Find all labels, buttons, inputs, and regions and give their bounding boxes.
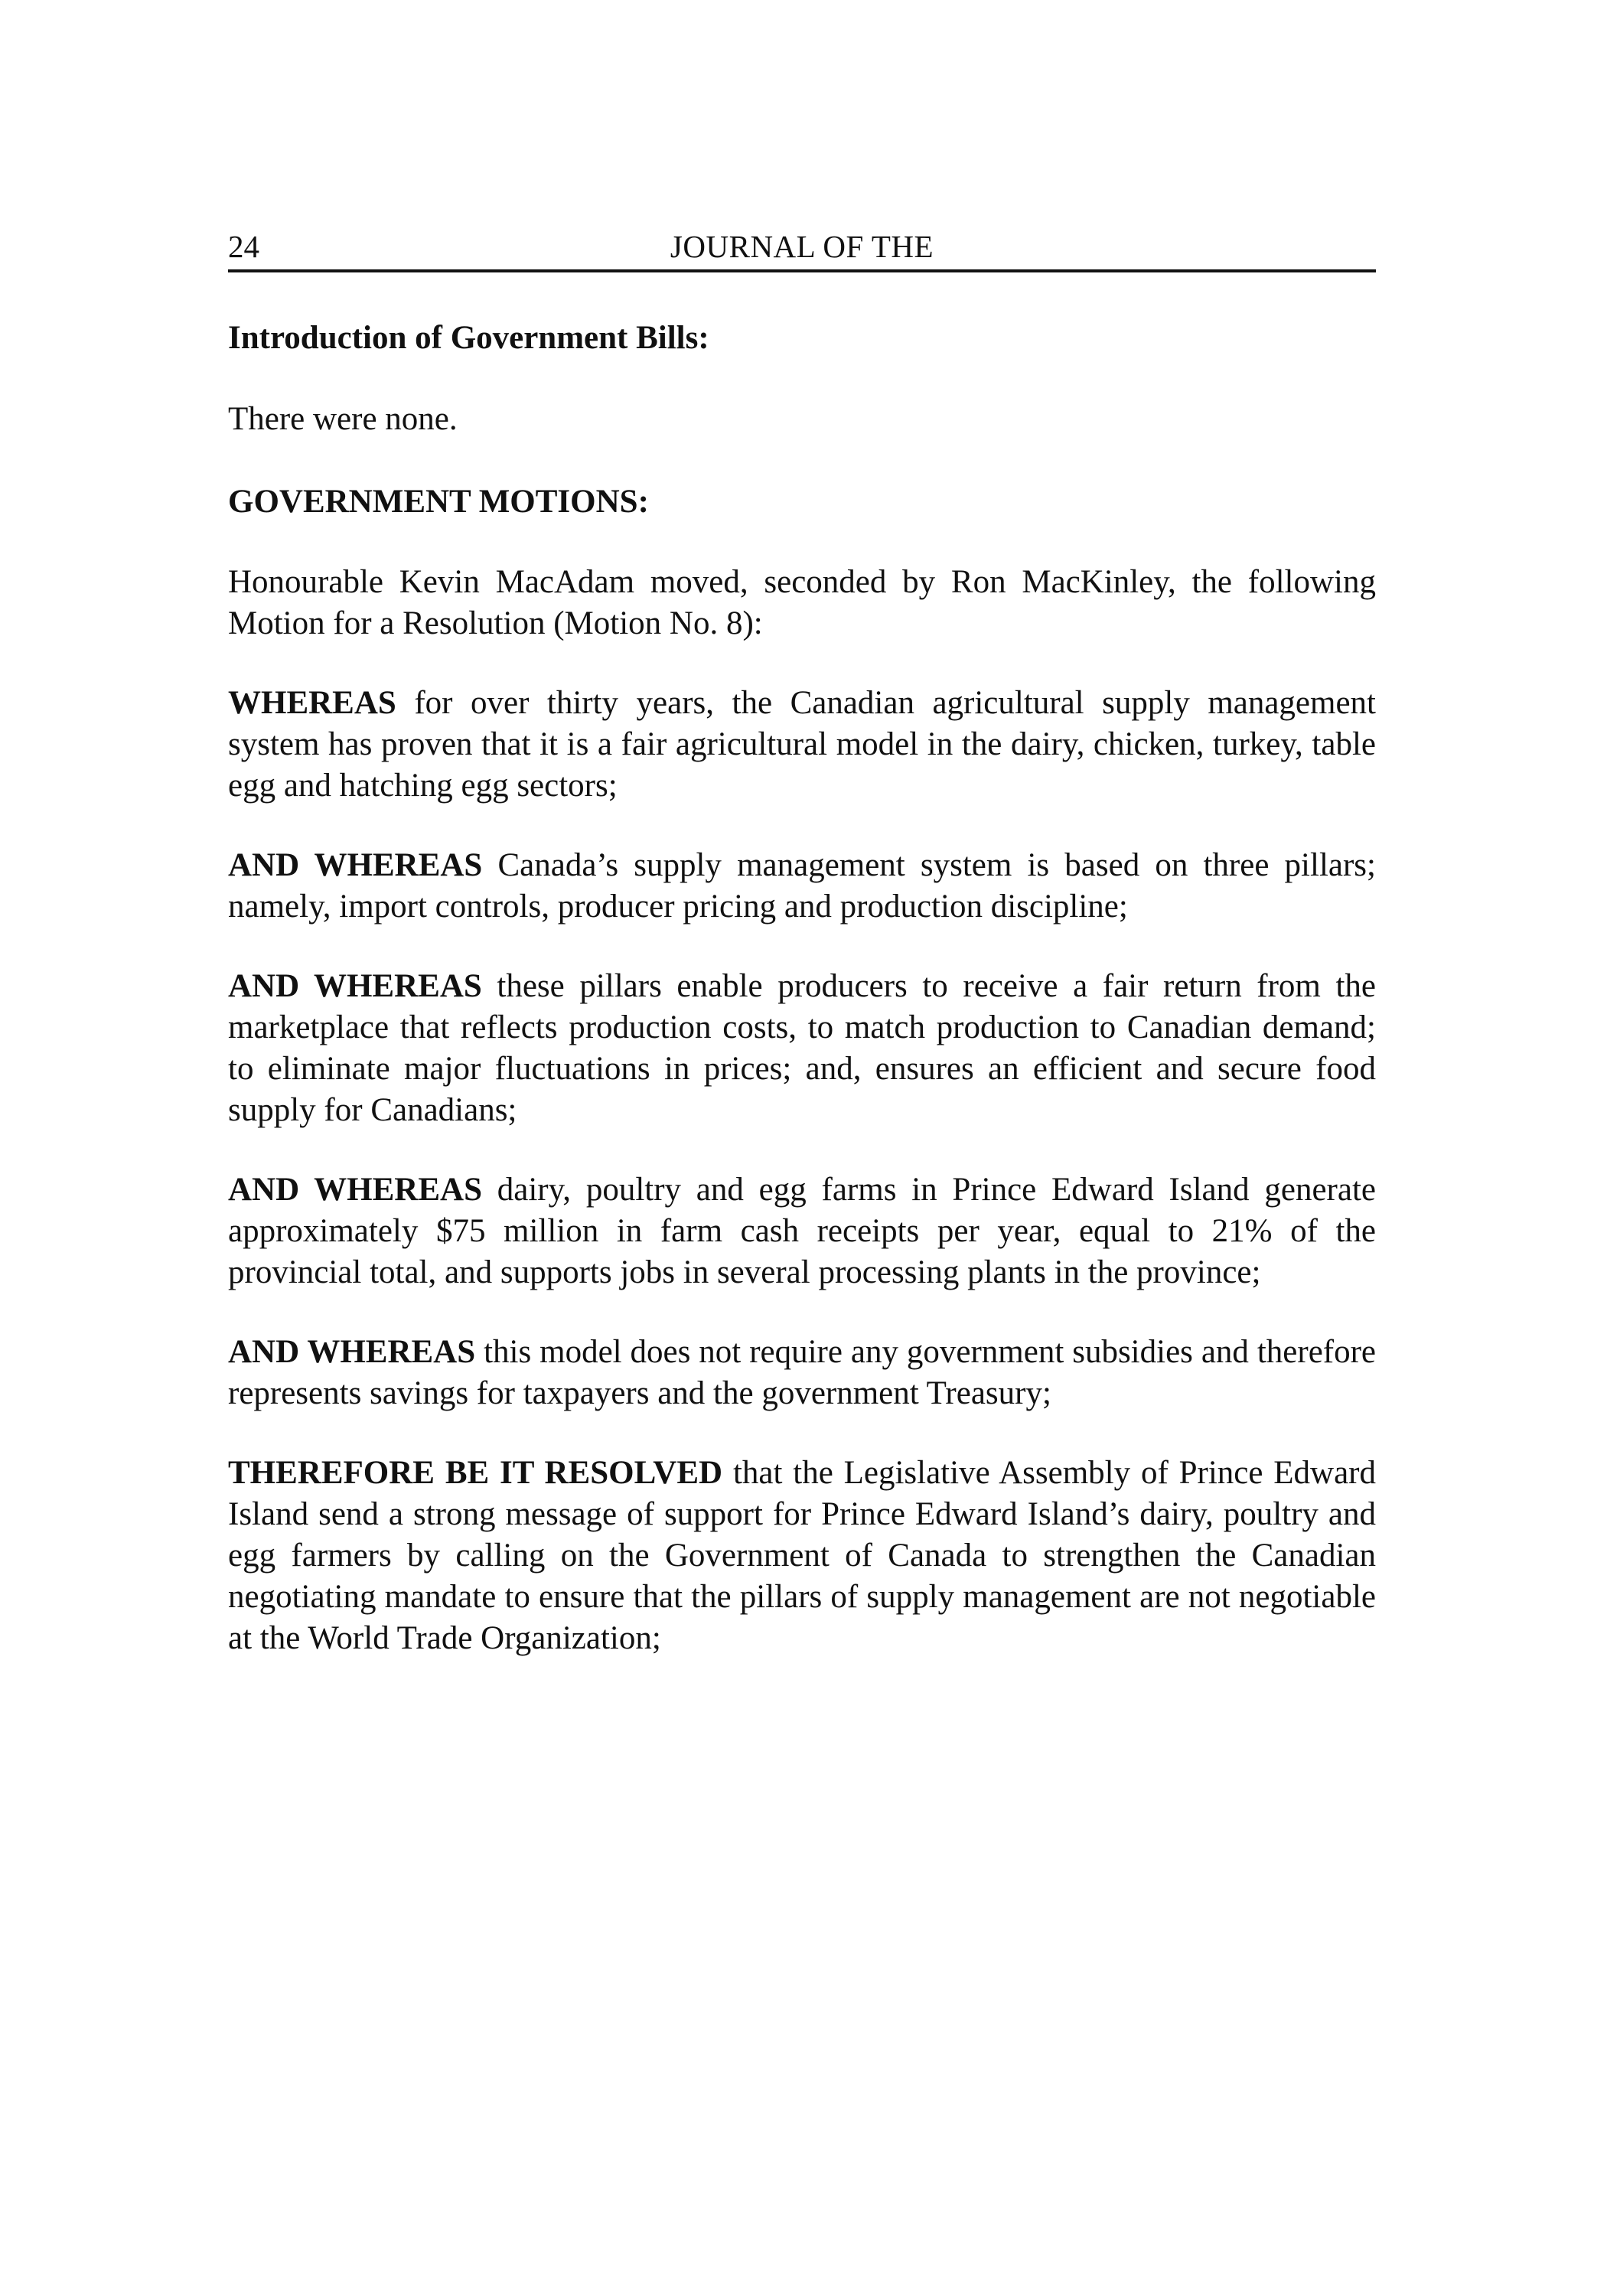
page-number: 24 <box>228 229 259 264</box>
whereas-clause <box>228 845 1376 928</box>
clause-text: Canada’s supply management system is based on three pillars; namely, import controls, producer pricing and production discipline; <box>228 847 1376 925</box>
whereas-clause <box>228 1332 1376 1414</box>
bills-text: There were none. <box>228 401 458 437</box>
motion-intro: Honourable Kevin MacAdam moved, seconded by Ron MacKinley, the following Motion for a Resolution (Motion No. 8): <box>228 564 1376 641</box>
clause-keyword: AND WHEREAS <box>228 1334 476 1370</box>
clause-text: that the Legislative Assembly of Prince Edward Island send a strong message of support for Prince Edward Island’s dairy, poultry and egg farmers by calling on the Government of Canada to strengthen the Canadian negotiating mandate to ensure that the pillars of supply management are not negotiable at the World Trade Organization; <box>228 1455 1377 1656</box>
clause-keyword: THEREFORE BE IT RESOLVED <box>228 1455 723 1491</box>
whereas-clause <box>228 966 1376 1131</box>
resolved-clause <box>228 1453 1376 1659</box>
clause-text: for over thirty years, the Canadian agricultural supply management system has proven that it is a fair agricultural model in the dairy, chicken, turkey, table egg and hatching egg sectors; <box>228 685 1376 804</box>
clause-keyword: AND WHEREAS <box>228 847 483 883</box>
page-content <box>228 306 1376 1659</box>
clause-text: this model does not require any government subsidies and therefore represents savings for taxpayers and the government Treasury; <box>228 1334 1376 1411</box>
whereas-clause <box>228 683 1376 807</box>
running-header <box>228 223 1376 272</box>
clause-text: dairy, poultry and egg farms in Prince Edward Island generate approximately $75 million in farm cash receipts per year, equal to 21% of the provincial total, and supports jobs in several processing plants in the province; <box>228 1172 1376 1290</box>
whereas-clause <box>228 1169 1376 1293</box>
clause-keyword: AND WHEREAS <box>228 1172 482 1208</box>
clause-keyword: AND WHEREAS <box>228 968 482 1004</box>
clause-text: these pillars enable producers to receive a fair return from the marketplace that reflects production costs, to match production to Canadian demand; to eliminate major fluctuations in prices; and, ensures an efficient and secure food supply for Canadians; <box>228 968 1376 1128</box>
journal-title: JOURNAL OF THE <box>670 229 934 264</box>
bills-heading: Introduction of Government Bills: <box>228 320 709 356</box>
clause-keyword: WHEREAS <box>228 685 396 721</box>
motions-heading: GOVERNMENT MOTIONS: <box>228 484 649 520</box>
